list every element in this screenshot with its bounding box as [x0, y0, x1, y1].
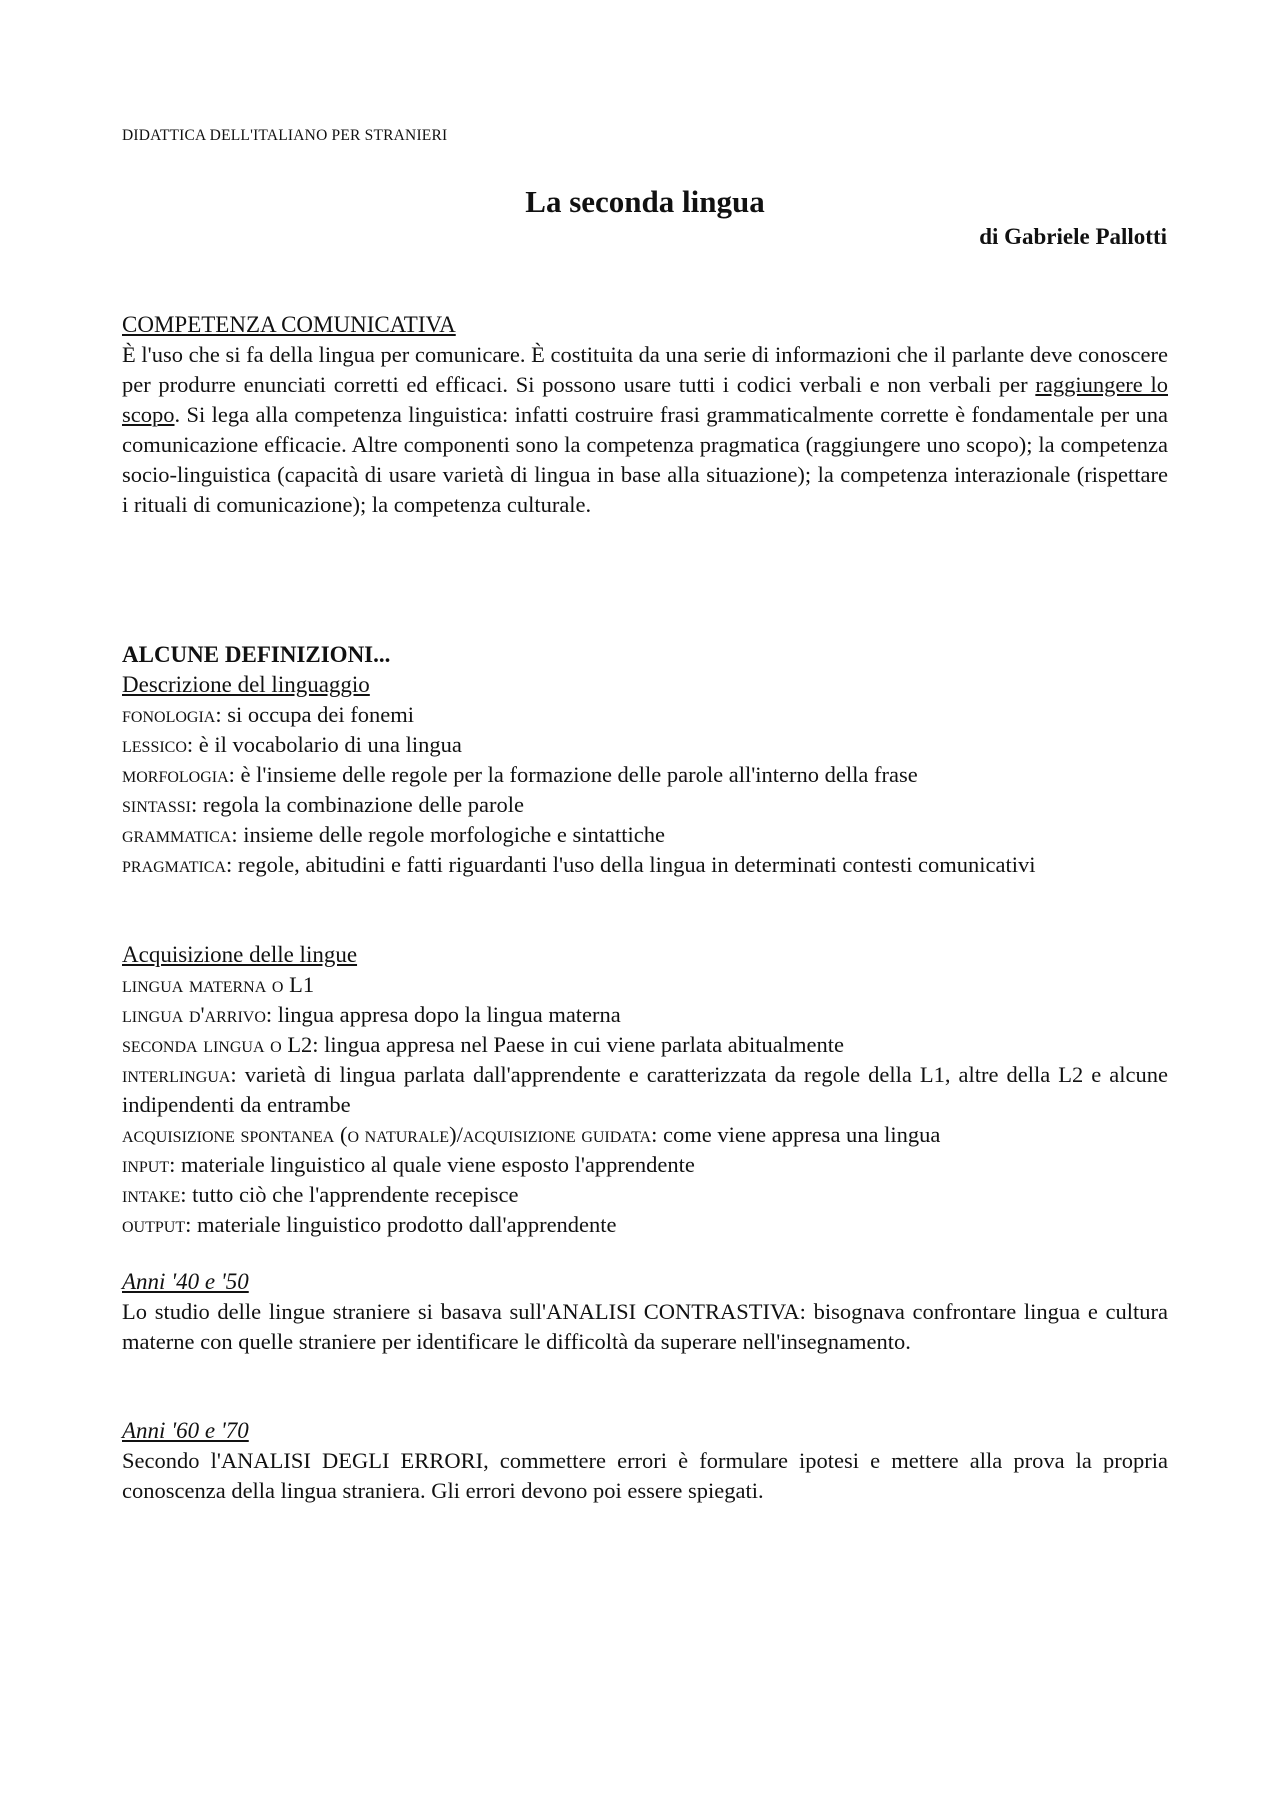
heading-anni-60-70: Anni '60 e '70: [122, 1418, 249, 1443]
definition-term: output: [122, 1212, 186, 1237]
definition-text: : tutto ciò che l'apprendente recepisce: [180, 1182, 519, 1207]
definition-item: [122, 730, 1168, 760]
definition-text: : varietà di lingua parlata dall'apprendente e caratterizzata da regole della L1, altre della L2 e alcune indipendenti da entrambe: [122, 1062, 1168, 1117]
anni-40-50-paragraph: Lo studio delle lingue straniere si basava sull'ANALISI CONTRASTIVA: bisognava confrontare lingua e cultura materne con quelle straniere per identificare le difficoltà da superare nell'insegnamento.: [122, 1299, 1168, 1354]
definition-term: pragmatica: [122, 852, 227, 877]
definition-item: [122, 1150, 1168, 1180]
definition-term: intake: [122, 1182, 181, 1207]
heading-anni-40-50: Anni '40 e '50: [122, 1269, 249, 1294]
section-competenza: [122, 310, 1168, 520]
definition-term: lessico: [122, 732, 187, 757]
definition-text: : è l'insieme delle regole per la formazione delle parole all'interno della frase: [228, 762, 918, 787]
definition-text: L1: [283, 972, 315, 997]
definition-item: [122, 1030, 1168, 1060]
definition-text: : materiale linguistico prodotto dall'apprendente: [185, 1212, 617, 1237]
definition-text: : è il vocabolario di una lingua: [186, 732, 462, 757]
definition-term: lingua d'arrivo: [122, 1002, 266, 1027]
definition-text: : insieme delle regole morfologiche e sintattiche: [231, 822, 665, 847]
competenza-paragraph: [122, 340, 1168, 520]
competenza-underlined: raggiungere lo scopo: [122, 372, 1168, 427]
course-header: DIDATTICA DELL'ITALIANO PER STRANIERI: [122, 127, 448, 144]
definition-item: [122, 700, 1168, 730]
competenza-text-1: È l'uso che si fa della lingua per comunicare. È costituita da una serie di informazioni che il parlante deve conoscere per produrre enunciati corretti ed efficaci. Si possono usare tutti i codici verbali e non verbali per: [122, 342, 1168, 397]
document-title: La seconda lingua: [525, 184, 765, 219]
section-heading-definizioni: ALCUNE DEFINIZIONI...: [122, 642, 391, 667]
definition-text: : materiale linguistico al quale viene esposto l'apprendente: [169, 1152, 695, 1177]
definition-text: L2: lingua appresa nel Paese in cui viene parlata abitualmente: [281, 1032, 844, 1057]
definition-term: input: [122, 1152, 170, 1177]
definition-term: interlingua: [122, 1062, 231, 1087]
anni-60-70-paragraph: Secondo l'ANALISI DEGLI ERRORI, commettere errori è formulare ipotesi e mettere alla prova la propria conoscenza della lingua straniera. Gli errori devono poi essere spiegati.: [122, 1448, 1168, 1503]
definition-term: sintassi: [122, 792, 191, 817]
definition-item: [122, 760, 1168, 790]
definition-item: [122, 1210, 1168, 1240]
definition-term: acquisizione spontanea (o naturale)/acquisizione guidata: [122, 1122, 652, 1147]
definition-text: : regole, abitudini e fatti riguardanti l'uso della lingua in determinati contesti comunicativi: [226, 852, 1036, 877]
definition-text: : lingua appresa dopo la lingua materna: [265, 1002, 621, 1027]
subheading-descrizione: Descrizione del linguaggio: [122, 672, 370, 697]
definition-item: [122, 1000, 1168, 1030]
definition-text: : come viene appresa una lingua: [651, 1122, 941, 1147]
section-anni-40-50: [122, 1267, 1168, 1357]
subheading-acquisizione: Acquisizione delle lingue: [122, 942, 358, 967]
section-anni-60-70: [122, 1416, 1168, 1506]
definition-term: fonologia: [122, 702, 216, 727]
definition-item: [122, 1180, 1168, 1210]
definition-term: morfologia: [122, 762, 229, 787]
definition-text: : regola la combinazione delle parole: [190, 792, 524, 817]
definition-item: [122, 1120, 1168, 1150]
definition-item: [122, 970, 1168, 1000]
section-heading-competenza: COMPETENZA COMUNICATIVA: [122, 312, 456, 337]
section-acquisizione: [122, 940, 1168, 1240]
section-definizioni: [122, 640, 1168, 880]
definition-text: : si occupa dei fonemi: [215, 702, 415, 727]
definition-item: [122, 1060, 1168, 1120]
document-author: di Gabriele Pallotti: [979, 224, 1167, 249]
definition-term: grammatica: [122, 822, 232, 847]
competenza-text-2: . Si lega alla competenza linguistica: infatti costruire frasi grammaticalmente corrette è fondamentale per una comunicazione efficacie. Altre componenti sono la competenza pragmatica (raggiungere uno scopo); la competenza socio-linguistica (capacità di usare varietà di lingua in base alla situazione); la competenza interazionale (rispettare i rituali di comunicazione); la competenza culturale.: [122, 402, 1168, 517]
definition-term: seconda lingua o: [122, 1032, 282, 1057]
definition-term: lingua materna o: [122, 972, 284, 997]
definition-item: [122, 790, 1168, 820]
definition-item: [122, 850, 1168, 880]
definition-item: [122, 820, 1168, 850]
